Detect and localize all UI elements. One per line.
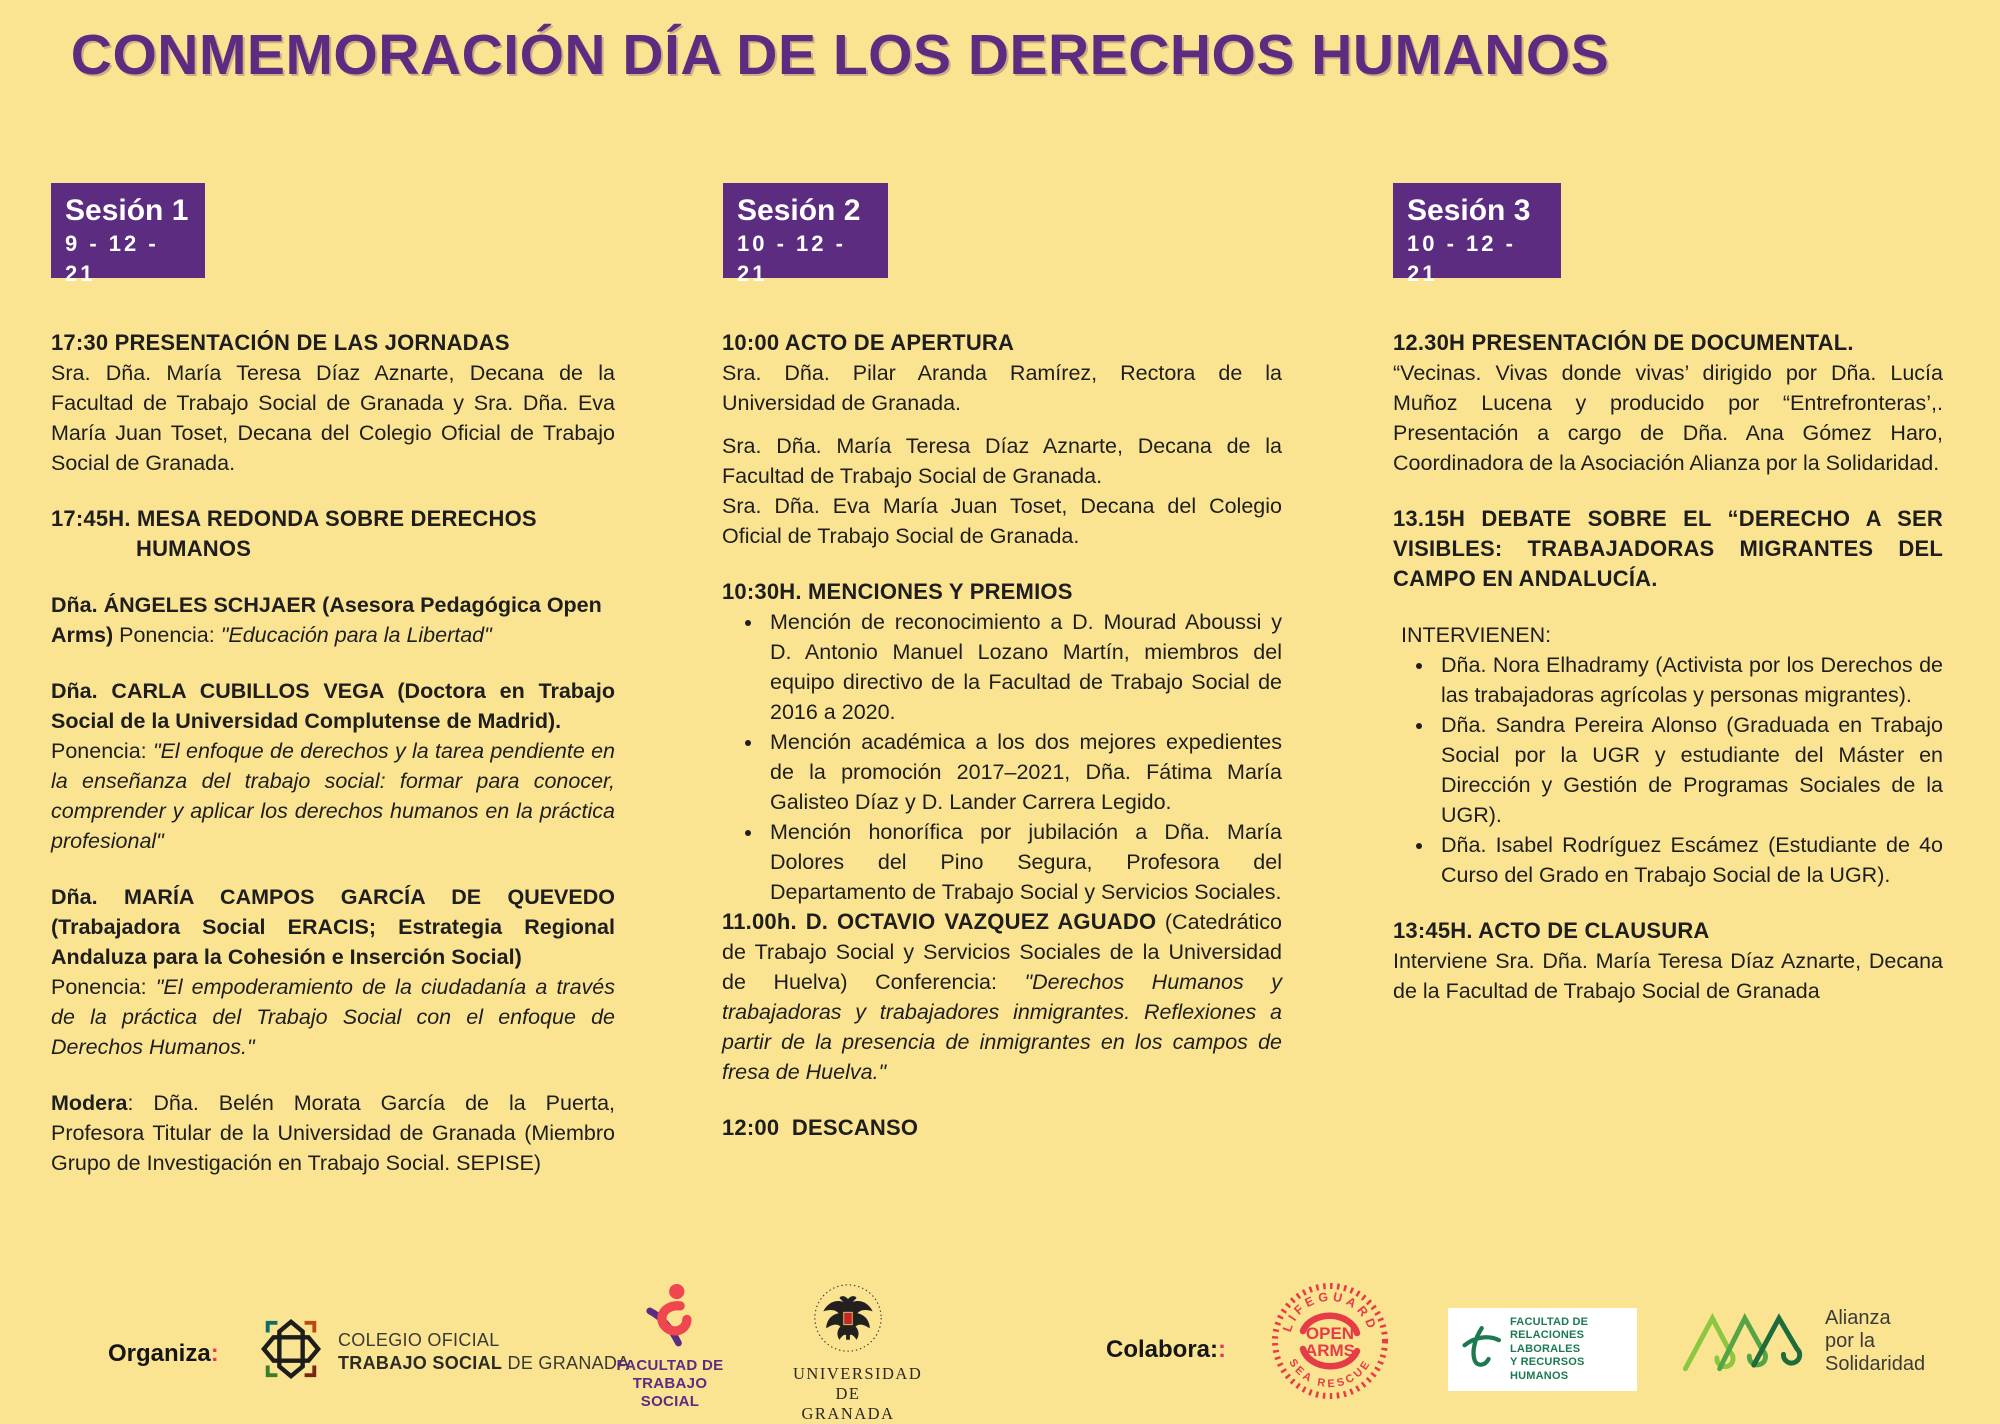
list-item: • Dña. Sandra Pereira Alonso (Graduada en Trabajo Social por la UGR y estudiante del Máster en Dirección y Gestión de Programas Sociales de la UGR). — [1435, 710, 1943, 830]
session-1-column — [51, 328, 615, 1178]
openarms-center-line1: OPEN — [1305, 1324, 1355, 1343]
schedule-item-body: Sra. Dña. Eva María Juan Toset, Decana del Colegio Oficial de Trabajo Social de Granada. — [722, 494, 1282, 548]
session-2-column — [722, 328, 1282, 1143]
session-1-date: 9 - 12 - 21 — [65, 231, 159, 286]
session-3-label: Sesión 3 — [1407, 194, 1531, 227]
speaker-name: Dña. MARÍA CAMPOS GARCÍA DE QUEVEDO (Trabajadora Social ERACIS; Estrategia Regional Andaluza para la Cohesión e Inserción Social) — [51, 885, 615, 969]
rrll-swash-icon — [1456, 1321, 1504, 1378]
speaker-entry — [51, 590, 615, 650]
colabora-label: Colabora:: — [1106, 1336, 1227, 1363]
session-1-label: Sesión 1 — [65, 194, 189, 227]
modera-label: Modera — [51, 1091, 128, 1115]
facultad-figure-icon — [643, 1337, 697, 1354]
schedule-item-title: 17:45H. MESA REDONDA SOBRE DERECHOS — [51, 506, 537, 531]
ugr-crest-icon — [812, 1341, 884, 1358]
ugr-logo-text: UNIVERSIDAD DE GRANADA — [793, 1364, 923, 1423]
alianza-logo-text: Alianza por la Solidaridad — [1825, 1307, 1926, 1375]
schedule-item-body: Interviene Sra. Dña. María Teresa Díaz Aznarte, Decana de la Facultad de Trabajo Social de Granada — [1393, 949, 1943, 1003]
openarms-arc-bottom-text: SEA RESCUE — [1286, 1356, 1374, 1391]
colegio-line1: COLEGIO OFICIAL — [338, 1329, 500, 1350]
schedule-time: 11.00h. — [722, 909, 806, 934]
organiza-label: Organiza: — [108, 1340, 219, 1367]
schedule-item-title: 10:00 ACTO DE APERTURA — [722, 330, 1015, 355]
conferencia-label: Conferencia: — [875, 970, 1025, 994]
menciones-list — [722, 607, 1282, 907]
schedule-item-body: Sra. Dña. María Teresa Díaz Aznarte, Decana de la Facultad de Trabajo Social de Granada y Sra. Dña. Eva María Juan Toset, Decana del Colegio Oficial de Trabajo Social de Granada. — [51, 361, 615, 475]
ponencia-quote: "Educación para la Libertad" — [220, 623, 492, 647]
conferencia-quote: "Derechos Humanos y trabajadoras y trabajadores inmigrantes. Reflexiones a partir de la presencia de inmigrantes en los campos de fresa de Huelva." — [722, 970, 1282, 1084]
list-item: • Dña. Isabel Rodríguez Escámez (Estudiante de 4o Curso del Grado en Trabajo Social de la UGR). — [1435, 830, 1943, 890]
openarms-center-line2: ARMS — [1304, 1341, 1356, 1360]
ponencia-label: Ponencia: — [113, 623, 221, 647]
alianza-solidaridad-logo — [1680, 1300, 1925, 1383]
session-3-column — [1393, 328, 1943, 1006]
modera-body: : Dña. Belén Morata García de la Puerta, Profesora Titular de la Universidad de Granada (Miembro Grupo de Investigación en Trabajo Social. SEPISE) — [51, 1091, 615, 1175]
session-2-label: Sesión 2 — [737, 194, 861, 227]
speaker-ponencia — [51, 972, 615, 1062]
schedule-item-title: 12:00 DESCANSO — [722, 1115, 919, 1140]
schedule-item-title: 13.15H DEBATE SOBRE EL “DERECHO A SER VISIBLES: TRABAJADORAS MIGRANTES DEL CAMPO EN ANDALUCÍA. — [1393, 506, 1943, 591]
ponencia-quote: "El enfoque de derechos y la tarea pendiente en la enseñanza del trabajo social: formar para conocer, comprender y aplicar los derechos humanos en la práctica profesional" — [51, 739, 616, 853]
open-arms-logo — [1270, 1281, 1390, 1401]
colegio-logo-text — [338, 1329, 630, 1375]
facultad-logo-text: FACULTAD DE TRABAJO SOCIAL — [616, 1357, 724, 1410]
speaker-ponencia — [51, 736, 615, 856]
moderator-entry — [51, 1088, 615, 1178]
speaker-entry — [722, 907, 1282, 1087]
session-3-header — [1393, 183, 1561, 286]
alianza-peaks-icon — [1680, 1300, 1815, 1383]
colegio-line2-rest: DE GRANADA — [502, 1352, 630, 1373]
list-item: • Mención honorífica por jubilación a Dña. María Dolores del Pino Segura, Profesora del Departamento de Trabajo Social y Servicios Sociales. — [764, 817, 1282, 907]
colegio-trabajo-social-logo — [258, 1316, 630, 1387]
schedule-item-body: “Vecinas. Vivas donde vivas’ dirigido por Dña. Lucía Muñoz Lucena y producido por “Entrefronteras’,. Presentación a cargo de Dña. Ana Gómez Haro, Coordinadora de la Asociación Alianza por la Solidaridad. — [1393, 361, 1943, 475]
colegio-line2-bold: TRABAJO SOCIAL — [338, 1352, 503, 1373]
rrll-logo-text: FACULTAD DE RELACIONES LABORALES Y RECURSOS HUMANOS — [1510, 1315, 1589, 1382]
speaker-name: Dña. ÁNGELES SCHJAER (Asesora Pedagógica Open Arms) — [51, 593, 602, 647]
schedule-item-title: 12.30H PRESENTACIÓN DE DOCUMENTAL. — [1393, 330, 1854, 355]
session-2-date: 10 - 12 - 21 — [737, 231, 846, 286]
pink-colon: : — [1218, 1336, 1227, 1363]
ponencia-label: Ponencia: — [51, 739, 153, 763]
speaker-name: Dña. CARLA CUBILLOS VEGA (Doctora en Trabajo Social de la Universidad Complutense de Madrid). — [51, 679, 615, 733]
openarms-arc-top-text: LIFEGUARD — [1280, 1289, 1380, 1334]
facultad-trabajo-social-logo — [612, 1282, 728, 1411]
session-1-header — [51, 183, 205, 286]
ponencia-quote: "El empoderamiento de la ciudadanía a través de la práctica del Trabajo Social con el enfoque de Derechos Humanos." — [51, 975, 615, 1059]
speaker-name: D. OCTAVIO VAZQUEZ AGUADO — [805, 909, 1157, 934]
intervienen-list — [1393, 650, 1943, 890]
schedule-item-title-line2: HUMANOS — [136, 536, 252, 561]
intervienen-label: INTERVIENEN: — [1401, 623, 1552, 647]
schedule-item-title: 17:30 PRESENTACIÓN DE LAS JORNADAS — [51, 330, 510, 355]
session-3-date: 10 - 12 - 21 — [1407, 231, 1516, 286]
facultad-relaciones-laborales-logo — [1448, 1308, 1637, 1391]
speaker-affiliation: (Catedrático de Trabajo Social y Servicios Sociales de la Universidad de Huelva) — [722, 910, 1282, 994]
list-item: • Mención académica a los dos mejores expedientes de la promoción 2017–2021, Dña. Fátima María Galisteo Díaz y D. Lander Carrera Legido. — [764, 727, 1282, 817]
schedule-item-title: 13:45H. ACTO DE CLAUSURA — [1393, 918, 1710, 943]
ponencia-label: Ponencia: — [51, 975, 156, 999]
pink-colon: : — [210, 1340, 219, 1367]
schedule-item-body: Sra. Dña. María Teresa Díaz Aznarte, Decana de la Facultad de Trabajo Social de Granada. — [722, 434, 1282, 488]
schedule-item-title: 10:30H. MENCIONES Y PREMIOS — [722, 579, 1073, 604]
universidad-granada-logo — [793, 1282, 923, 1424]
schedule-item-body: Sra. Dña. Pilar Aranda Ramírez, Rectora de la Universidad de Granada. — [722, 361, 1282, 415]
session-2-header — [723, 183, 888, 286]
list-item: • Dña. Nora Elhadramy (Activista por los Derechos de las trabajadoras agrícolas y personas migrantes). — [1435, 650, 1943, 710]
list-item: • Mención de reconocimiento a D. Mourad Aboussi y D. Antonio Manuel Lozano Martín, miembros del equipo directivo de la Facultad de Trabajo Social de 2016 a 2020. — [764, 607, 1282, 727]
page-title: CONMEMORACIÓN DÍA DE LOS DERECHOS HUMANOS — [70, 23, 1610, 87]
colegio-knot-icon — [258, 1316, 324, 1387]
